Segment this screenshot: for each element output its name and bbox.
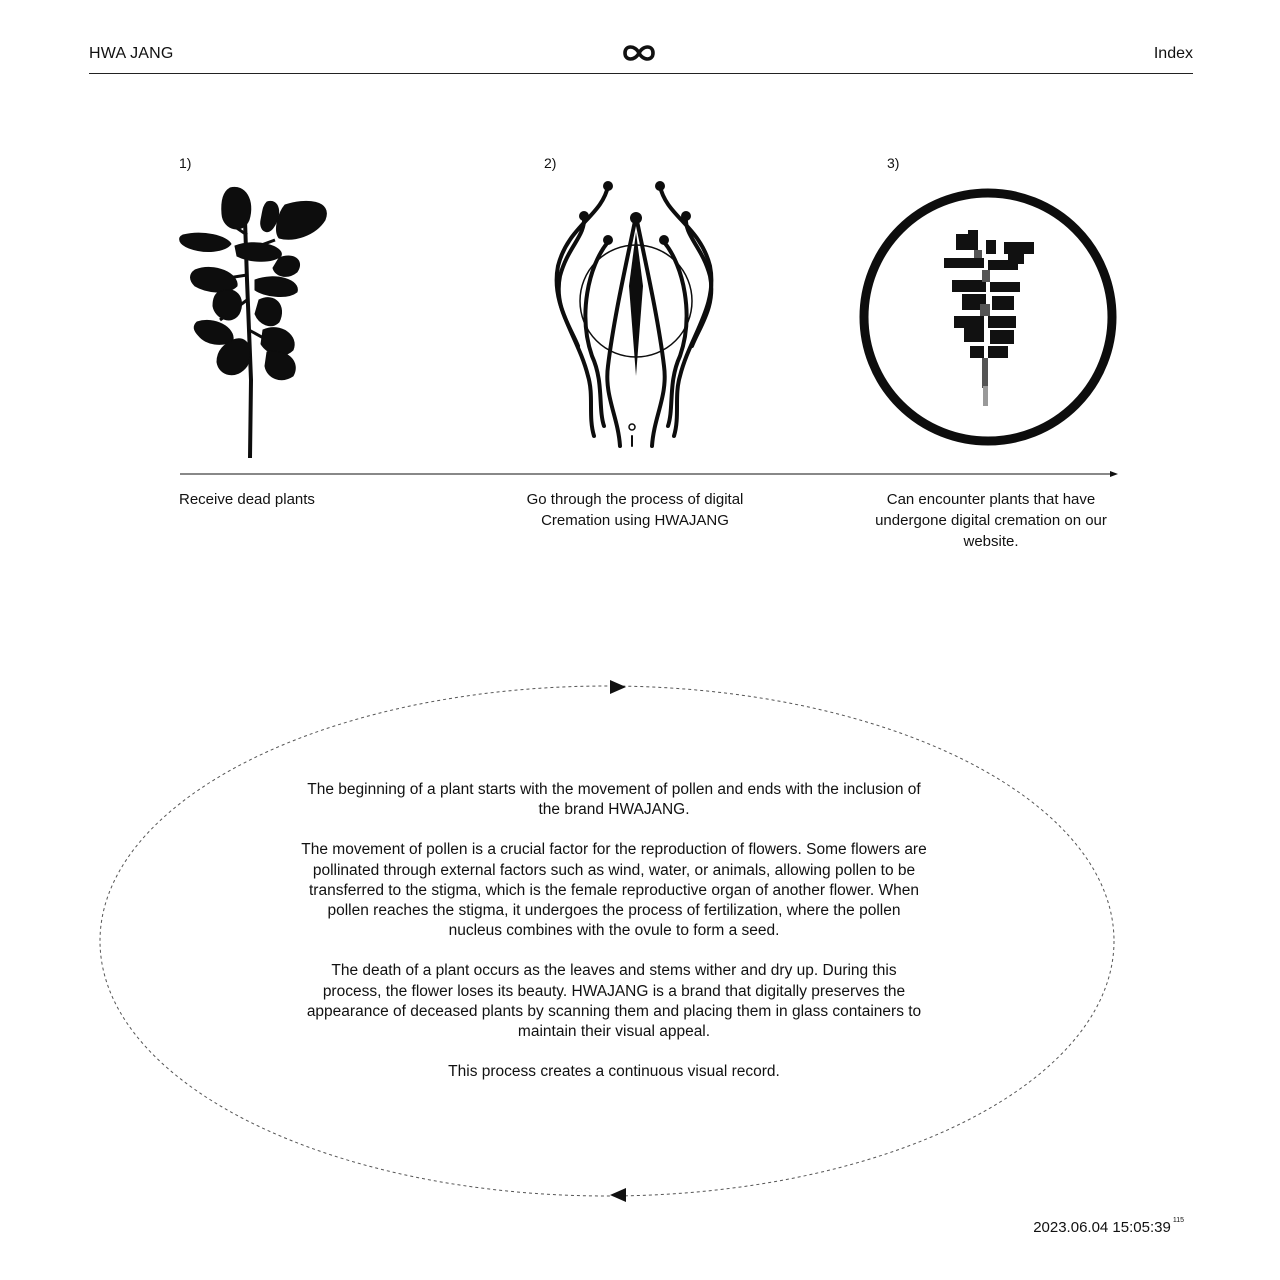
- infinity-icon[interactable]: [619, 40, 659, 66]
- timestamp-value: 2023.06.04 15:05:39: [1033, 1219, 1171, 1236]
- description-paragraph-1: The beginning of a plant starts with the movement of pollen and ends with the inclusion of the brand HWAJANG.: [307, 781, 921, 819]
- description-paragraph-4: This process creates a continuous visual record.: [448, 1063, 780, 1081]
- pixel-plant-circle-icon: [858, 186, 1120, 448]
- step-2-number: 2): [544, 155, 557, 171]
- brand-name[interactable]: HWA JANG: [89, 45, 174, 62]
- timestamp: [1033, 1219, 1184, 1236]
- cycle-arrow-left-icon: [610, 1188, 626, 1202]
- step-1-number: 1): [179, 155, 192, 171]
- cycle-arrow-right-icon: [610, 680, 626, 694]
- description-paragraph-2: The movement of pollen is a crucial factor for the reproduction of flowers. Some flowers are pollinated through external factors such as wind, water, or animals, allowing pollen to be transferred to the stigma, which is the female reproductive organ of another flower. When pollen reaches the stigma, it undergoes the process of fertilization, where the pollen nucleus combines with the ovule to form a seed.: [301, 841, 927, 940]
- stamen-cremation-icon: [548, 176, 728, 454]
- step-2-caption: Go through the process of digital Cremation using HWAJANG: [526, 491, 744, 529]
- timestamp-counter: 115: [1172, 1217, 1184, 1224]
- description-paragraph-3: The death of a plant occurs as the leaves and stems wither and dry up. During this process, the flower loses its beauty. HWAJANG is a brand that digitally preserves the appearance of deceased plants by scanning them and placing them in glass containers to maintain their visual appeal.: [306, 962, 922, 1041]
- step-3-caption: Can encounter plants that have undergone digital cremation on our website.: [875, 491, 1107, 550]
- dead-plant-icon: [175, 180, 335, 462]
- description-block: [300, 780, 928, 1102]
- timeline-arrow: [180, 466, 1120, 482]
- step-3-number: 3): [887, 155, 900, 171]
- step-1-caption: Receive dead plants: [179, 491, 315, 508]
- index-link[interactable]: Index: [1153, 45, 1193, 62]
- site-header: [89, 0, 1193, 74]
